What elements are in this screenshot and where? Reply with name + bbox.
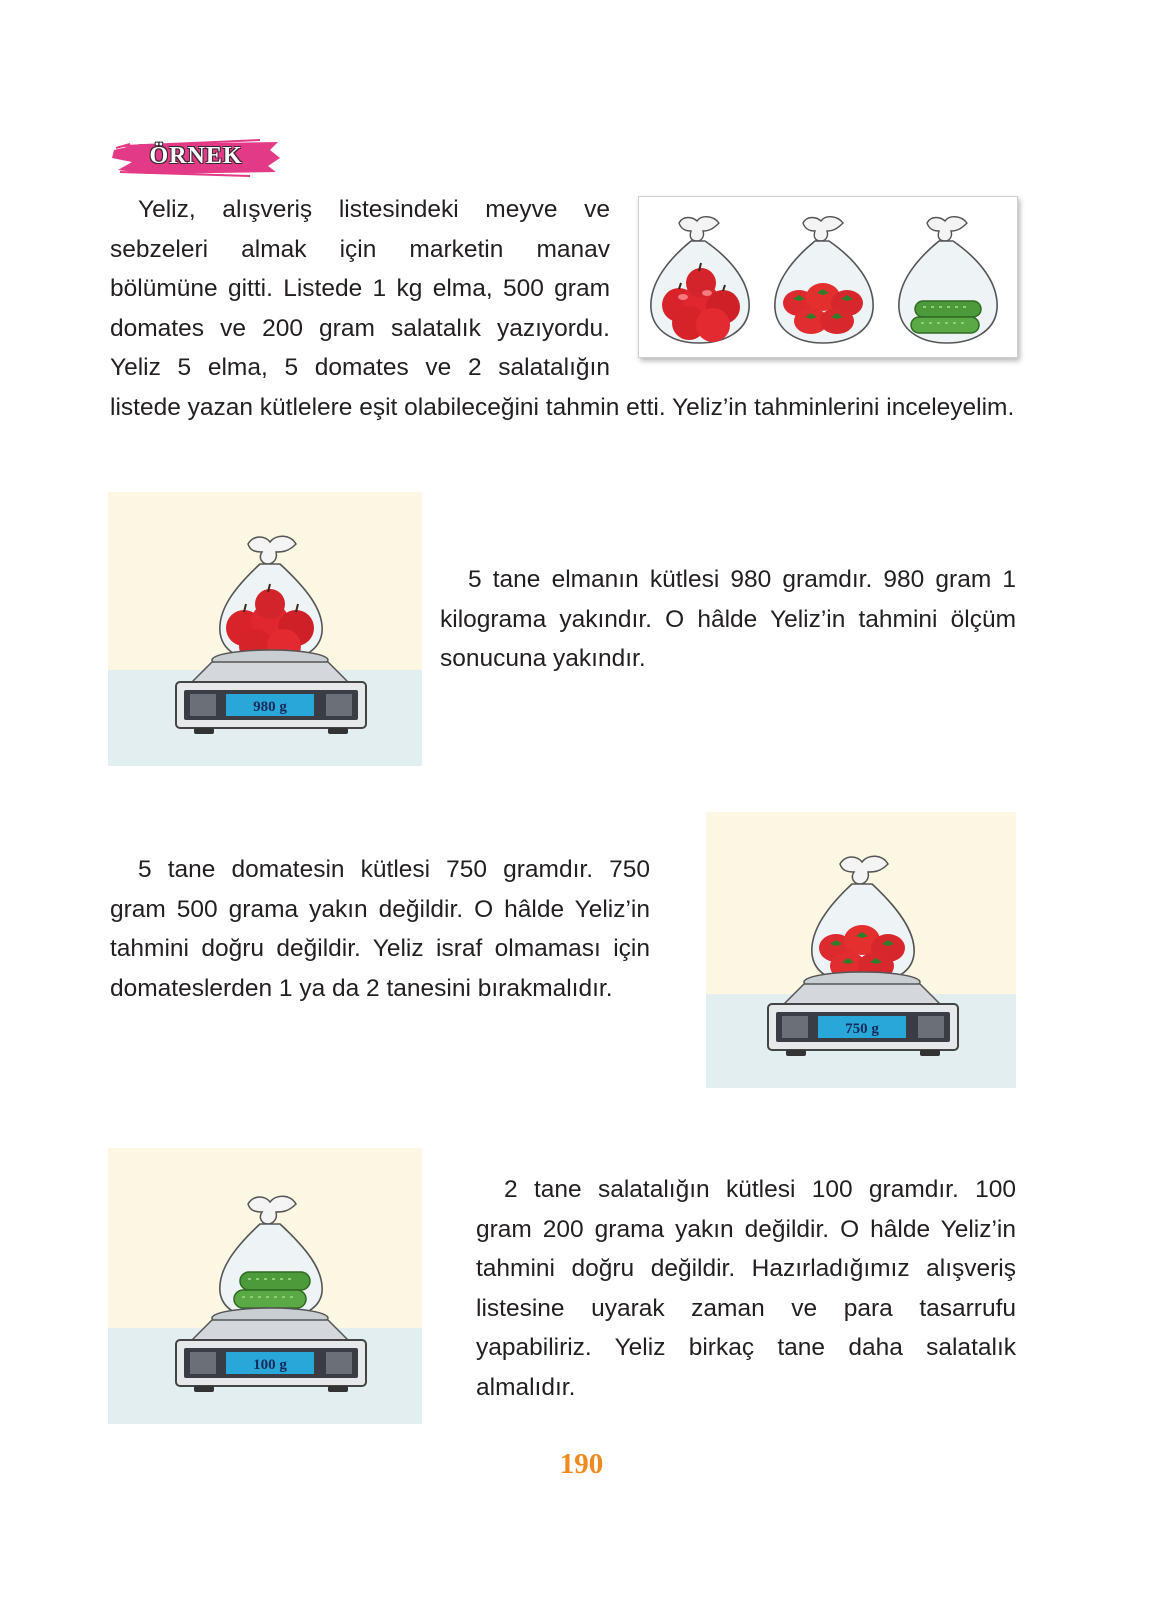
kitchen-scale bbox=[768, 972, 958, 1056]
tomato-scale-panel bbox=[706, 812, 1016, 1088]
tomato-explanation bbox=[110, 850, 650, 1008]
kitchen-scale bbox=[176, 650, 366, 734]
tomato-bag-illustration bbox=[775, 217, 873, 343]
apple-explanation bbox=[440, 560, 1016, 679]
apple-bag-illustration bbox=[651, 217, 749, 343]
page-number: 190 bbox=[559, 1448, 604, 1480]
cucumber-bag-illustration bbox=[899, 217, 997, 343]
cucumber-explanation bbox=[476, 1170, 1016, 1407]
cucumber-bag-illustration bbox=[220, 1196, 322, 1320]
scale-display-value: 100 g bbox=[253, 1357, 287, 1373]
tomato-bag-illustration bbox=[812, 856, 914, 984]
intro-block bbox=[110, 190, 1018, 427]
tomato-explanation-text: 5 tane domatesin kütlesi 750 gramdır. 750 gram 500 grama yakın değildir. O hâlde Yeliz’in tahmini doğru değildir. Yeliz israf olmaması için domateslerden 1 ya da 2 tanesini bırakmalıdır. bbox=[110, 856, 650, 1002]
apple-scale-panel bbox=[108, 492, 422, 766]
produce-bags-figure bbox=[638, 196, 1018, 358]
apple-bag-illustration bbox=[220, 536, 322, 663]
scale-display-value: 750 g bbox=[845, 1021, 879, 1037]
apple-explanation-text: 5 tane elmanın kütlesi 980 gramdır. 980 gram 1 kilograma yakındır. O hâlde Yeliz’in tahmini ölçüm sonucuna yakındır. bbox=[440, 566, 1016, 672]
kitchen-scale bbox=[176, 1308, 366, 1392]
example-label-text: ÖRNEK bbox=[149, 143, 243, 169]
intro-paragraph: Yeliz, alışveriş listesindeki meyve ve sebzeleri almak için marketin manav bölümüne gitti. Listede 1 kg elma, 500 gram domates ve 200 gram salatalık yazıyordu. Yeliz 5 elma, 5 domates ve 2 salatalığın listede yazan kütlelere eşit olabileceğini tahmin etti. Yeliz’in tahminlerini inceleyelim. bbox=[110, 196, 1015, 421]
cucumber-scale-panel bbox=[108, 1148, 422, 1424]
cucumber-explanation-text: 2 tane salatalığın kütlesi 100 gramdır. 100 gram 200 grama yakın değildir. O hâlde Yeliz’in tahmini doğru değildir. Hazırladığımız alışveriş listesine uyarak zaman ve para tasarrufu yapabiliriz. Yeliz birkaç tane daha salatalık almalıdır. bbox=[476, 1176, 1016, 1401]
scale-display-value: 980 g bbox=[253, 699, 287, 715]
example-label bbox=[110, 128, 282, 184]
